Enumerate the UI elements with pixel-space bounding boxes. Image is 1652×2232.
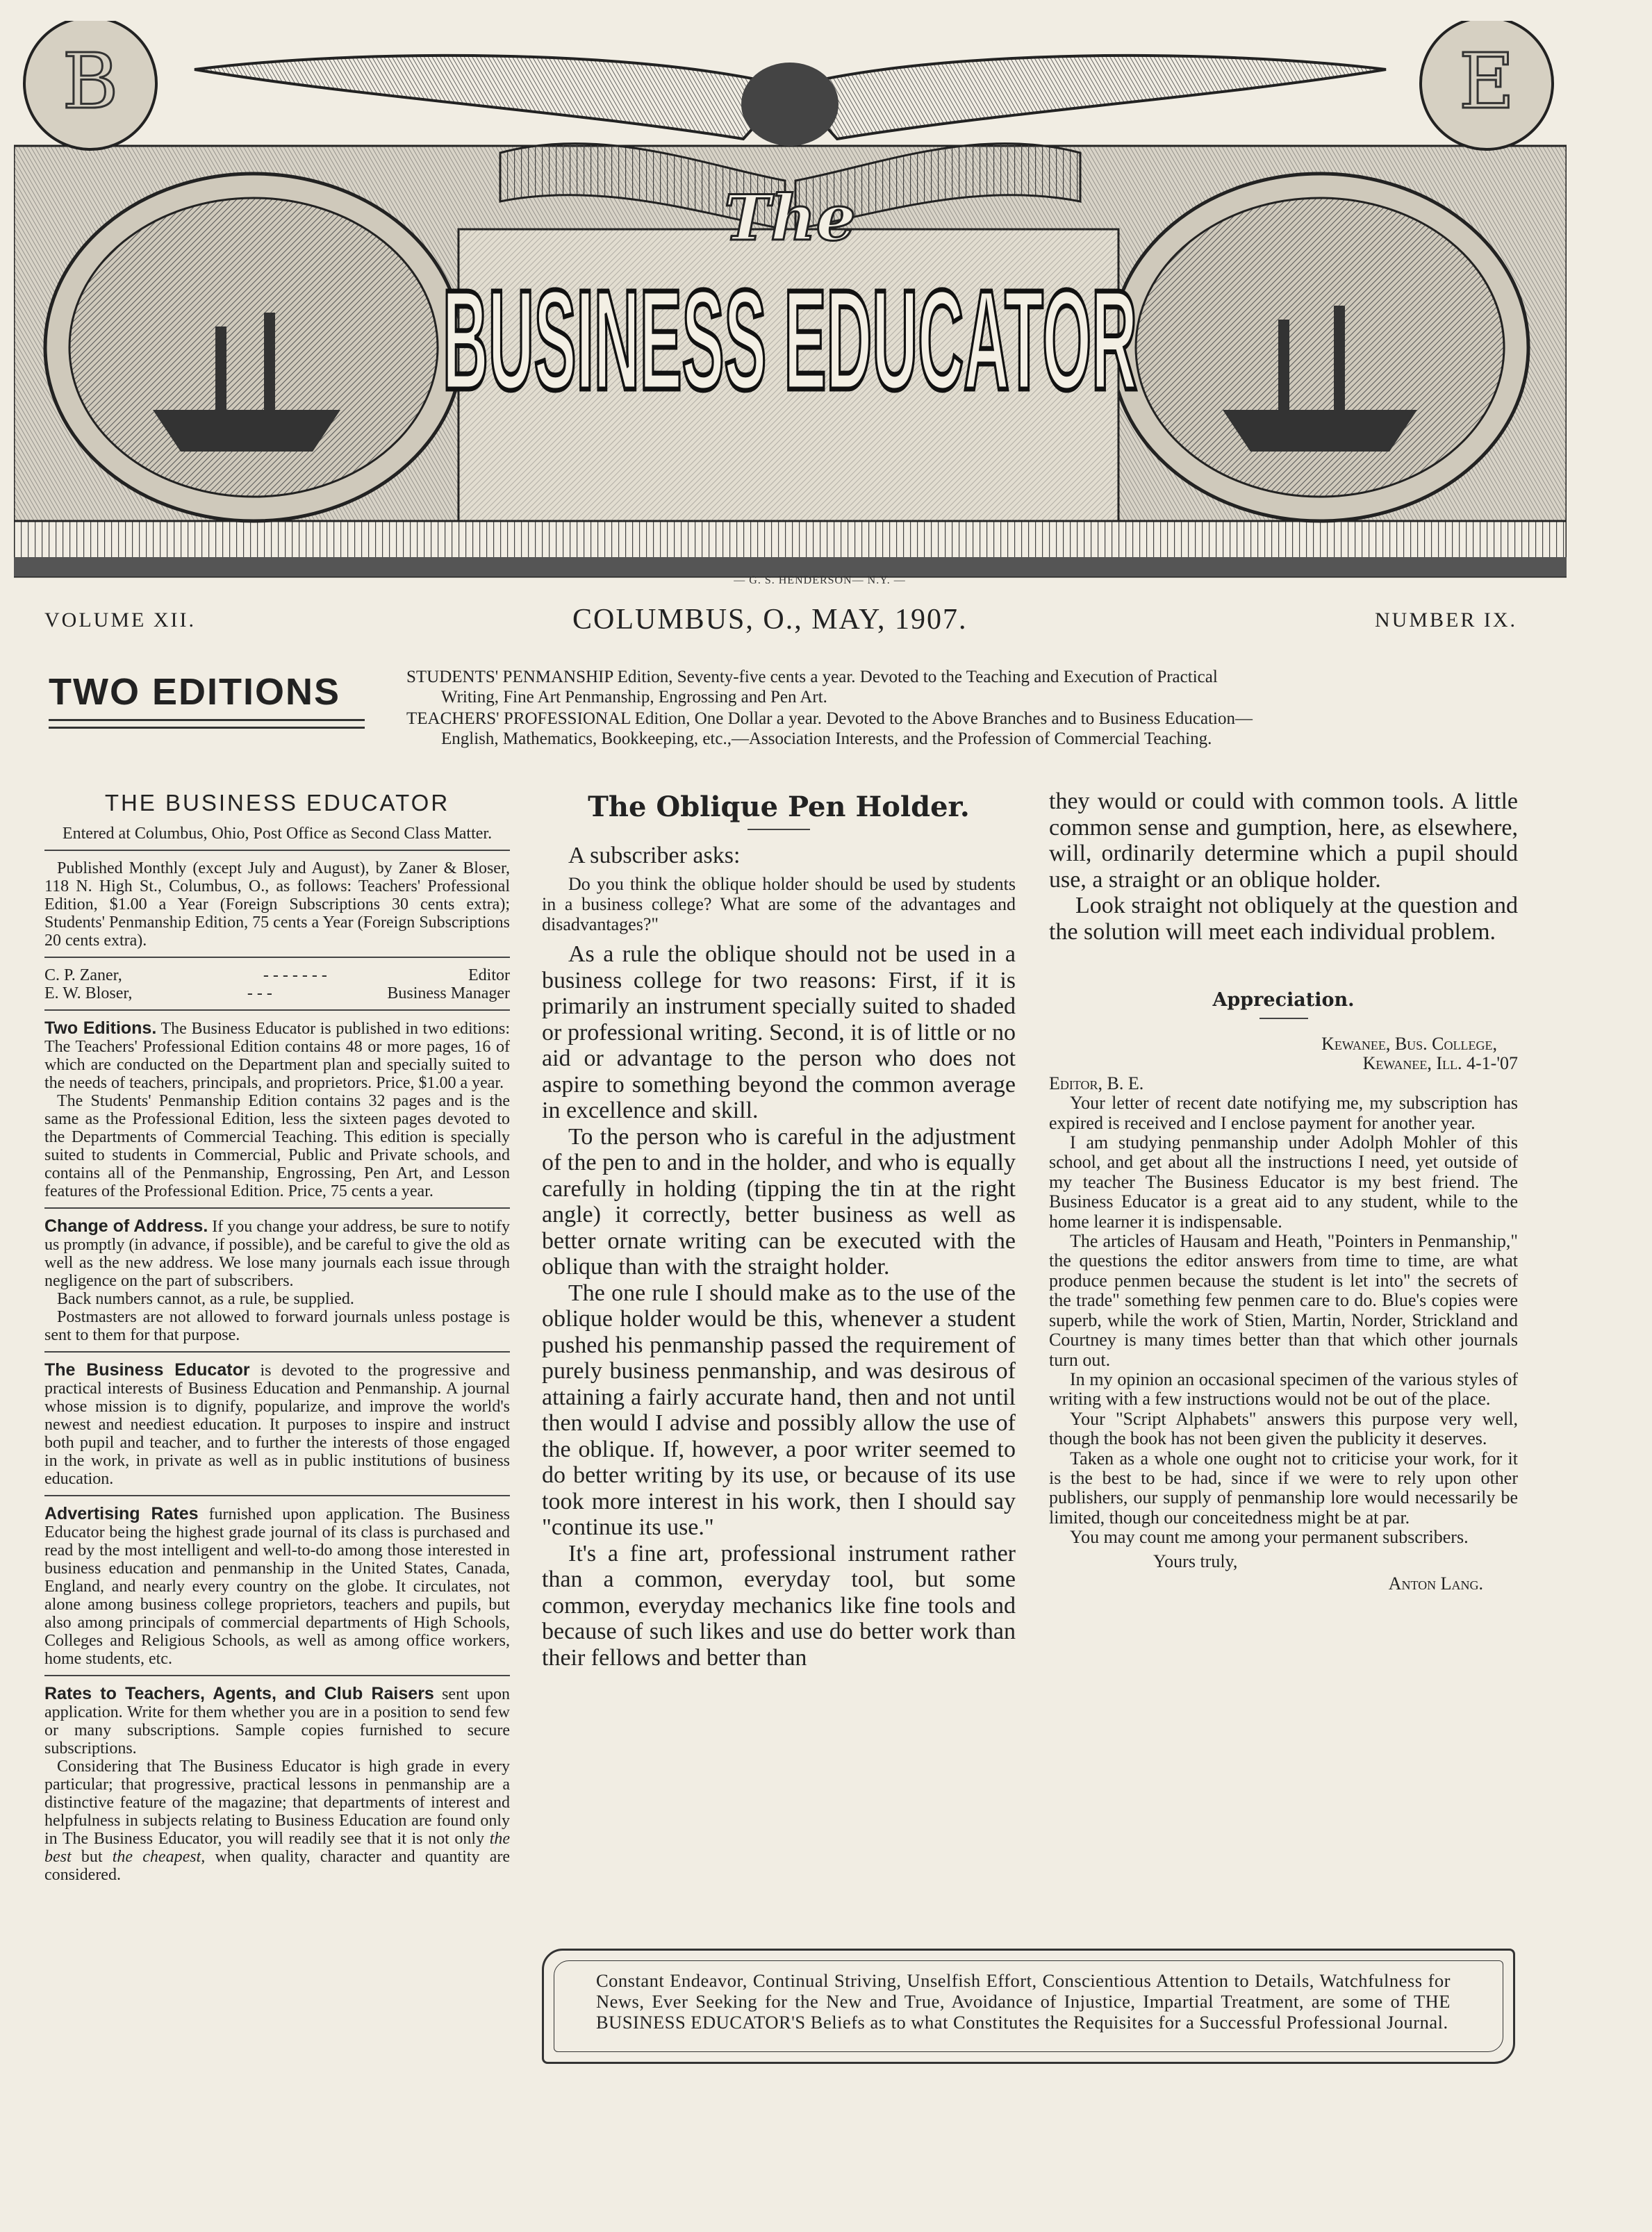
staff-editor: C. P. Zaner, - - - - - - - Editor xyxy=(44,966,510,984)
entered-notice: Entered at Columbus, Ohio, Post Office as Second Class Matter. xyxy=(62,825,493,843)
appreciation-letter: Kewanee, Bus. College, Kewanee, Ill. 4-1-'07 Editor, B. E. Your letter of recent date notifying me, my subscription has expired is received and I enclose payment for another year. I am studying penmanship under Adolph Mohler of this school, and get about all the instructions I need, yet outside of my teacher The Business Educator is my best friend. The Business Educator is a great aid to any student, while to the home learner it is indispensable. The articles of Hausam and Heath, "Pointers in Penmanship," the questions the editor answers from time to time, are what produce penmen because the student is let into" the secrets of the trade" something few penmen care to do. Blue's copies were superb, while the work of Stien, Martin, Norder, Strickland and Courtney is many times better than that which other journals turn out. In my opinion an occasional specimen of the various styles of writing with a few instructions would not be out of the place. Your "Script Alphabets" answers this purpose very well, though the book has not been given the publicity it deserves. Taken as a whole one ought not to criticise your work, for it is the best to be had, since if we were to rely upon other publishers, our supply of penmanship lore would necessarily be limited, though our conceitedness might be at par. You may count me among your permanent subscribers. Yours truly, Anton Lang. xyxy=(1049,1034,1518,1594)
advertising-notice: Advertising Rates furnished upon application. The Business Educator being the highest grade journal of its class is purchased and read by the most intelligent and well-to-do among those interested in business education and penmanship in the United States, Canada, England, and nearly every country on the globe. It circulates, not alone among business college proprietors, teachers and pupils, but also among principals of commercial departments of High Schools, Colleges and Religious Schools, as well as among office workers, home students, etc. xyxy=(44,1504,511,1668)
teachers-edition-text: TEACHERS' PROFESSIONAL Edition, One Dollar a year. Devoted to the Above Branches and to Business Education— xyxy=(406,709,1253,728)
article-paragraph: To the person who is careful in the adjustment of the pen to and in the holder, and who is equally carefully in holding (tipping the tin at the right angle) it correctly, better business as well as better ornate writing can be executed with the oblique than with the straight holder. xyxy=(542,1123,1016,1280)
article-column xyxy=(542,788,1016,1671)
column-title: THE BUSINESS EDUCATOR xyxy=(104,790,450,816)
change-of-address-notice: Change of Address. If you change your address, be sure to notify us promptly (in advance, if possible), and be careful to give the old as well as the new address. We lose many journals each issue through negligence on the part of subscribers. xyxy=(44,1216,511,1290)
article-paragraph: Look straight not obliquely at the question and the solution will meet each individual problem. xyxy=(1049,893,1518,945)
masthead-title: BUSINESS EDUCATOR xyxy=(443,261,1137,420)
editions-rule xyxy=(49,719,365,721)
volume-number: VOLUME XII. xyxy=(44,609,196,631)
right-monogram: E xyxy=(1458,37,1515,126)
article-paragraph: As a rule the oblique should not be used in a business college for two reasons: First, if it is primarily an instrument specially suited to shaded or professional writing. Second, it is of little or no aid or advantage to the person who does not aspire to something beyond the common average in excellence and skill. xyxy=(542,941,1016,1123)
engraver-credit: — G. S. HENDERSON— N.Y. — xyxy=(734,574,906,586)
publishing-info: Published Monthly (except July and August), by Zaner & Bloser, 118 N. High St., Columbus, O., as follows: Teachers' Professional Edition, $1.00 a Year (Foreign Subscriptions 30 cents extra); Students' Penmanship Edition, 75 cents a Year (Foreign Subscriptions 20 cents extra). xyxy=(44,859,510,950)
right-column xyxy=(1049,788,1518,1594)
issue-line xyxy=(44,603,1517,638)
motto-box xyxy=(542,1949,1515,2064)
two-editions-notice: Two Editions. The Business Educator is published in two editions: The Teachers' Professional Edition contains 48 or more pages, 16 of which are conducted on the Department plan and specially suited to the needs of teachers, principals, and proprietors. Price, $1.00 a year. xyxy=(44,1018,510,1092)
article-title: The Oblique Pen Holder. xyxy=(588,791,970,823)
article-paragraph: It's a fine art, professional instrument rather than a common, everyday tool, but some common, everyday mechanics like fine tools and because of such likes and use do better work than their fellows and better than xyxy=(542,1540,1016,1671)
letter-closing: Yours truly, xyxy=(1153,1551,1238,1571)
rates-notice: Rates to Teachers, Agents, and Club Raisers sent upon application. Write for them whether you are in a position to send few or many subscriptions. Sample copies furnished to secure subscriptions. xyxy=(44,1684,510,1758)
staff-manager: E. W. Bloser, - - - Business Manager xyxy=(44,984,510,1002)
issue-number: NUMBER IX. xyxy=(1374,609,1517,631)
editions-rule xyxy=(49,727,365,729)
article-paragraph: The one rule I should make as to the use of the oblique holder would be this, whenever a student pushed his penmanship passed the requirement of purely business penmanship, and was desirous of attaining a fairly accurate hand, then and not until then would I advise and possibly allow the use of the oblique. If, however, a poor writer seemed to do better writing by its use, or because of its use took more interest in his work, then I should say "continue its use." xyxy=(542,1280,1016,1540)
mission-notice: The Business Educator is devoted to the progressive and practical interests of Business Education and Penmanship. A journal whose mission is to dignify, popularize, and improve the world's newest and neediest education. It purposes to inspire and instruct both pupil and teacher, and to further the interests of those engaged in the work, in private as well as in public institutions of business education. xyxy=(44,1360,510,1488)
left-monogram: B xyxy=(62,37,119,126)
students-edition-text: STUDENTS' PENMANSHIP Edition, Seventy-five cents a year. Devoted to the Teaching and Execution of Practical xyxy=(406,668,1218,686)
article-question: Do you think the oblique holder should be used by students in a business college? What are some of the advantages and disadvantages?" xyxy=(542,874,1016,934)
masthead-the: The xyxy=(724,181,856,255)
motto-text: Constant Endeavor, Continual Striving, Unselfish Effort, Conscientious Attention to Details, Watchfulness for News, Ever Seeking for the New and True, Avoidance of Injustice, Impartial Treatment, are some of THE BUSINESS EDUCATOR'S Beliefs as to what Constitutes the Requisites for a Successful Professional Journal. xyxy=(596,1970,1451,2033)
masthead-info-column: THE BUSINESS EDUCATOR Entered at Columbus, Ohio, Post Office as Second Class Matter. Published Monthly (except July and August), by Zaner & Bloser, 118 N. High St., Columbus, O., as follows: Teachers' Professional Edition, $1.00 a Year (Foreign Subscriptions 30 cents extra); Students' Penmanship Edition, 75 cents a Year (Foreign Subscriptions 20 cents extra). C. P. Zaner, - - - - - - - Editor E. W. Bloser, - - - Business Manager Two Editions. The Business Educator is published in two editions: The Teachers' Professional Edition contains 48 or more pages, 16 of which are conducted on the Department plan and specially suited to the needs of teachers, principals, and proprietors. Price, $1.00 a year. The Students' Penmanship Edition contains 32 pages and is the same as the Professional Edition, less the sixteen pages devoted to the Departments of Commercial Teaching. This edition is specially suited to students in Commercial, Public and Private schools, and contains all of the Penmanship, Engrossing, Pen Art, and Lesson features of the Professional Edition. Price, 75 cents a year. Change of Address. If you change your address, be sure to notify us promptly (in advance, if possible), and be careful to give the old as well as the new address. We lose many journals each issue through negligence on the part of subscribers. Back numbers cannot, as a rule, be supplied. Postmasters are not allowed to forward journals unless postage is sent to them for that purpose. The Business Educator is devoted to the progressive and practical interests of Business Education and Penmanship. A journal whose mission is to dignify, popularize, and improve the world's newest and neediest education. It purposes to inspire and instruct both pupil and teacher, and to further the interests of those engaged in the work, in private as well as in public institutions of business education. Advertising Rates furnished upon application. The Business Educator being the highest grade journal of its class is purchased and read by the most intelligent and well-to-do among those interested in business education and penmanship in the United States, Canada, England, and nearly every country on the globe. It circulates, not alone among business college proprietors, teachers and pupils, but also among principals of commercial departments of High Schools, Colleges and Religious Schools, as well as among office workers, home students, etc. Rates to Teachers, Agents, and Club Raisers sent upon application. Write for them whether you are in a position to send few or many subscriptions. Sample copies furnished to secure subscriptions. Considering that The Business Educator is high grade in every particular; that progressive, practical lessons in penmanship are a distinctive feature of the magazine; that departments of interest and helpfulness in subjects relating to Business Education are found only in The Business Educator, you will readily see that it is not only the best but the cheapest, when quality, character and quantity are considered. xyxy=(44,790,511,1884)
article-question-intro: A subscriber asks: xyxy=(568,842,741,868)
appreciation-title: Appreciation. xyxy=(1212,989,1355,1011)
editions-description: STUDENTS' PENMANSHIP Edition, Seventy-five cents a year. Devoted to the Teaching and Execution of Practical Writing, Fine Art Penmanship, Engrossing and Pen Art. TEACHERS' PROFESSIONAL Edition, One Dollar a year. Devoted to the Above Branches and to Business Education— English, Mathematics, Bookkeeping, etc.,—Association Interests, and the Profession of Commercial Teaching. xyxy=(406,668,1253,748)
masthead-illustration xyxy=(14,21,1567,584)
editions-title: TWO EDITIONS xyxy=(49,671,340,713)
letter-signature: Anton Lang. xyxy=(1388,1573,1483,1594)
place-date: COLUMBUS, O., MAY, 1907. xyxy=(572,604,968,636)
article-continuation: they would or could with common tools. A little common sense and gumption, here, as elsewhere, will, ordinarily determine which a pupil should use, a straight or an oblique holder. xyxy=(1049,788,1518,893)
